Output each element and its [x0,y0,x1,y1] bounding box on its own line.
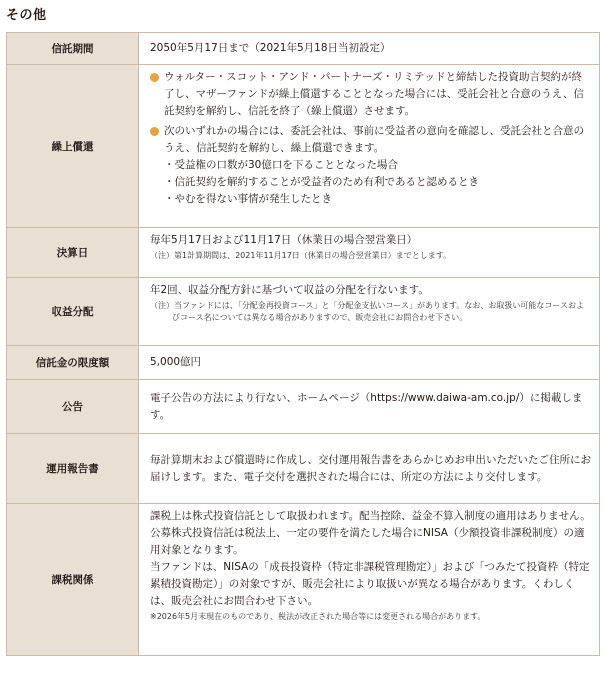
label-settlement-date: 決算日 [7,228,139,278]
value-limit: 5,000億円 [139,346,600,380]
table-row-tax [7,504,600,656]
tax-note: ※2026年5月末現在のものであり、税法が改正された場合等には変更される場合があります。 [150,612,486,621]
value-early-redemption [139,65,600,228]
label-public-notice: 公告 [7,380,139,434]
bullet-dot-icon [150,127,159,136]
settlement-date-text: 毎年5月17日および11月17日（休業日の場合翌営業日） [150,234,418,246]
value-public-notice: 電子公告の方法により行ない、ホームページ（https://www.daiwa-am.co.jp/）に掲載します。 [139,380,600,434]
redemption-subitem-3: ・やむを得ない事情が発生したとき [164,193,332,205]
value-trust-period: 2050年5月17日まで（2021年5月18日当初設定） [139,33,600,65]
redemption-bullet-1 [150,69,591,120]
tax-paragraph-3: 当ファンドは、NISAの「成長投資枠（特定非課税管理勘定）」および「つみたて投資枠（特定累積投資勘定）」の対象ですが、販売会社により取扱いが異なる場合があります。くわしくは、販売会社にお問合わせ下さい。 [150,561,590,607]
value-tax [139,504,600,656]
value-distribution [139,278,600,346]
value-settlement-date [139,228,600,278]
table-row-distribution [7,278,600,346]
table-row-early-redemption [7,65,600,228]
redemption-subitem-2: ・信託契約を解約することが受益者のため有利であると認めるとき [164,176,479,188]
section-title: その他 [6,8,47,23]
tax-paragraph-1: 課税上は株式投資信託として取扱われます。配当控除、益金不算入制度の適用はありません。 [150,510,591,522]
distribution-text: 年2回、収益分配方針に基づいて収益の分配を行ないます。 [150,284,429,296]
settlement-date-note: （注）第1計算期間は、2021年11月17日（休業日の場合翌営業日）までとします。 [150,251,452,260]
table-row-report [7,434,600,504]
table-row-limit [7,346,600,380]
redemption-bullet-1-text: ウォルター・スコット・アンド・パートナーズ・リミテッドと締結した投資助言契約が終了し、マザーファンドが繰上償還することとなった場合には、受託会社と合意のうえ、信託契約を解約し、信託を終了（繰上償還）させます。 [164,71,584,117]
table-row-trust-period [7,33,600,65]
redemption-subitem-1: ・受益権の口数が30億口を下ることとなった場合 [164,159,398,171]
fund-info-table [6,32,600,656]
label-trust-period: 信託期間 [7,33,139,65]
redemption-bullet-2 [150,123,591,157]
value-report: 毎計算期末および償還時に作成し、交付運用報告書をあらかじめお申出いただいたご住所にお届けします。また、電子交付を選択された場合には、所定の方法により交付します。 [139,434,600,504]
distribution-note: （注）当ファンドには、「分配金再投資コース」と「分配金支払いコース」があります。なお、お取扱い可能なコースおよびコース名については異なる場合がありますので、販売会社にお問合わせ下さい。 [150,301,584,322]
table-row-settlement-date [7,228,600,278]
label-tax: 課税関係 [7,504,139,656]
label-report: 運用報告書 [7,434,139,504]
redemption-bullet-2-text: 次のいずれかの場合には、委託会社は、事前に受益者の意向を確認し、受託会社と合意のうえ、信託契約を解約し、繰上償還できます。 [164,125,584,154]
label-early-redemption: 繰上償還 [7,65,139,228]
label-limit: 信託金の限度額 [7,346,139,380]
bullet-dot-icon [150,73,159,82]
label-distribution: 収益分配 [7,278,139,346]
table-row-public-notice [7,380,600,434]
tax-paragraph-2: 公募株式投資信託は税法上、一定の要件を満たした場合にNISA（少額投資非課税制度）の適用対象となります。 [150,527,585,556]
